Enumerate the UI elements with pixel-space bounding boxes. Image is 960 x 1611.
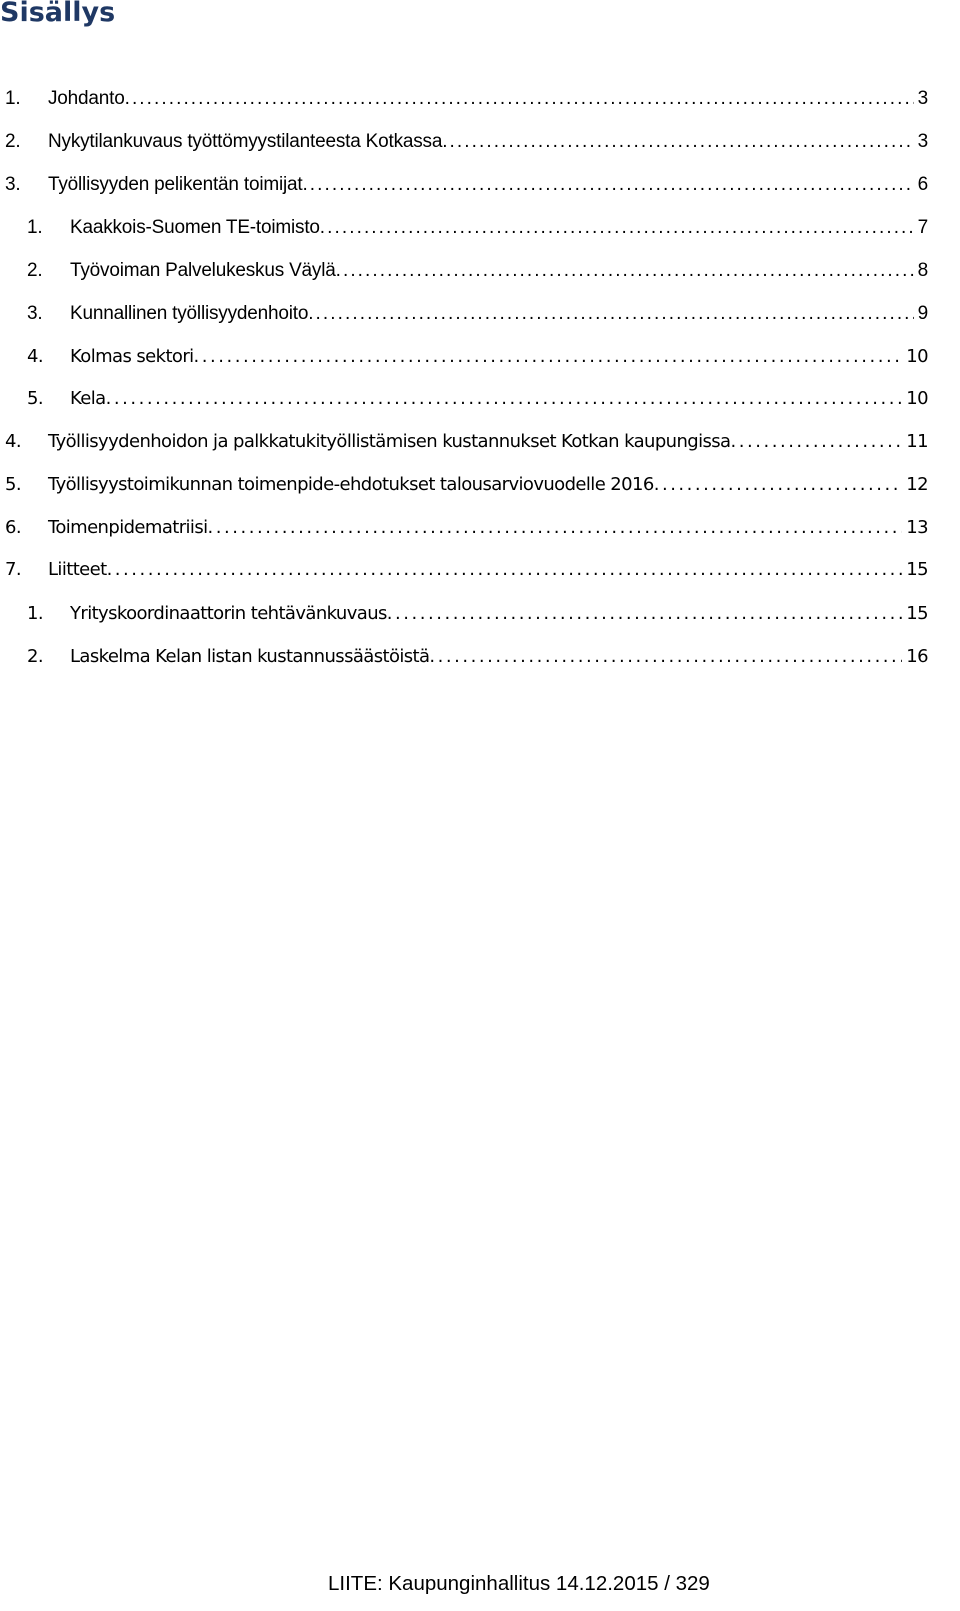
toc-entry-number: 3.	[27, 303, 43, 324]
toc-entry-number: 2.	[5, 131, 21, 152]
toc-entry-number: 2.	[27, 260, 43, 281]
toc-entry[interactable]	[0, 384, 928, 414]
toc-entry-number: 3.	[5, 174, 21, 195]
toc-dot-leader	[387, 599, 902, 629]
toc-entry-page: 15	[906, 603, 928, 624]
toc-entry-page: 6	[917, 174, 928, 195]
toc-entry-number: 1.	[27, 603, 43, 624]
toc-entry-number: 6.	[5, 517, 21, 538]
toc-entry-number: 4.	[27, 346, 43, 367]
toc-entry-page: 10	[906, 388, 928, 409]
toc-entry[interactable]	[0, 427, 928, 457]
toc-entry-page: 12	[906, 474, 928, 495]
toc-entry[interactable]	[0, 213, 928, 243]
toc-entry-text: Kolmas sektori	[70, 346, 194, 367]
toc-dot-leader	[320, 213, 914, 243]
toc-entry-page: 11	[906, 431, 928, 452]
toc-entry[interactable]	[0, 299, 928, 329]
toc-dot-leader	[194, 342, 903, 372]
toc-entry-text: Työllisyystoimikunnan toimenpide-ehdotukset talousarviovuodelle 2016	[48, 474, 654, 495]
toc-entry[interactable]	[0, 256, 928, 286]
toc-entry[interactable]	[0, 127, 928, 157]
toc-entry-text: Laskelma Kelan listan kustannussäästöistä	[70, 646, 430, 667]
toc-dot-leader	[125, 84, 914, 114]
toc-entry-text: Yrityskoordinaattorin tehtävänkuvaus	[70, 603, 387, 624]
toc-entry-page: 3	[917, 131, 928, 152]
toc-entry-page: 10	[906, 346, 928, 367]
toc-dot-leader	[106, 384, 903, 414]
toc-entry-number: 4.	[5, 431, 21, 452]
toc-entry-number: 2.	[27, 646, 43, 667]
toc-entry[interactable]	[0, 513, 928, 543]
toc-entry[interactable]	[0, 170, 928, 200]
page-footer: LIITE: Kaupunginhallitus 14.12.2015 / 329	[328, 1572, 710, 1595]
toc-entry-page: 9	[917, 303, 928, 324]
toc-entry-text: Nykytilankuvaus työttömyystilanteesta Kotkassa	[48, 131, 443, 152]
toc-entry-text: Liitteet	[48, 559, 107, 580]
toc-entry-number: 5.	[5, 474, 21, 495]
toc-entry-page: 3	[917, 88, 928, 109]
toc-dot-leader	[442, 127, 913, 157]
toc-entry-number: 1.	[27, 217, 43, 238]
toc-entry-page: 8	[917, 260, 928, 281]
toc-entry-page: 16	[906, 646, 928, 667]
toc-entry-text: Toimenpidematriisi	[48, 517, 208, 538]
toc-entry-text: Työllisyyden pelikentän toimijat	[48, 174, 303, 195]
toc-entry-number: 1.	[5, 88, 21, 109]
toc-dot-leader	[302, 170, 913, 200]
toc-entry-text: Työllisyydenhoidon ja palkkatukityöllistämisen kustannukset Kotkan kaupungissa	[48, 431, 731, 452]
toc-entry[interactable]	[0, 470, 928, 500]
toc-entry[interactable]	[0, 599, 928, 629]
toc-entry-page: 15	[906, 559, 928, 580]
toc-dot-leader	[208, 513, 903, 543]
toc-entry-number: 5.	[27, 388, 43, 409]
toc-title: Sisällys	[0, 0, 116, 28]
toc-dot-leader	[654, 470, 903, 500]
toc-dot-leader	[107, 555, 903, 585]
toc-entry-text: Kaakkois-Suomen TE-toimisto	[70, 217, 320, 238]
toc-entry-text: Kela	[70, 388, 106, 409]
toc-dot-leader	[429, 642, 902, 672]
toc-entry[interactable]	[0, 642, 928, 672]
toc-entry-text: Kunnallinen työllisyydenhoito	[70, 303, 309, 324]
toc-entry-text: Työvoiman Palvelukeskus Väylä	[70, 260, 336, 281]
toc-entry-page: 13	[906, 517, 928, 538]
toc-dot-leader	[730, 427, 902, 457]
toc-dot-leader	[308, 299, 913, 329]
toc-entry-text: Johdanto	[48, 88, 125, 109]
toc-entry[interactable]	[0, 555, 928, 585]
toc-entry[interactable]	[0, 342, 928, 372]
toc-dot-leader	[336, 256, 914, 286]
toc-entry-page: 7	[917, 217, 928, 238]
toc-entry[interactable]	[0, 84, 928, 114]
toc-entry-number: 7.	[5, 559, 21, 580]
